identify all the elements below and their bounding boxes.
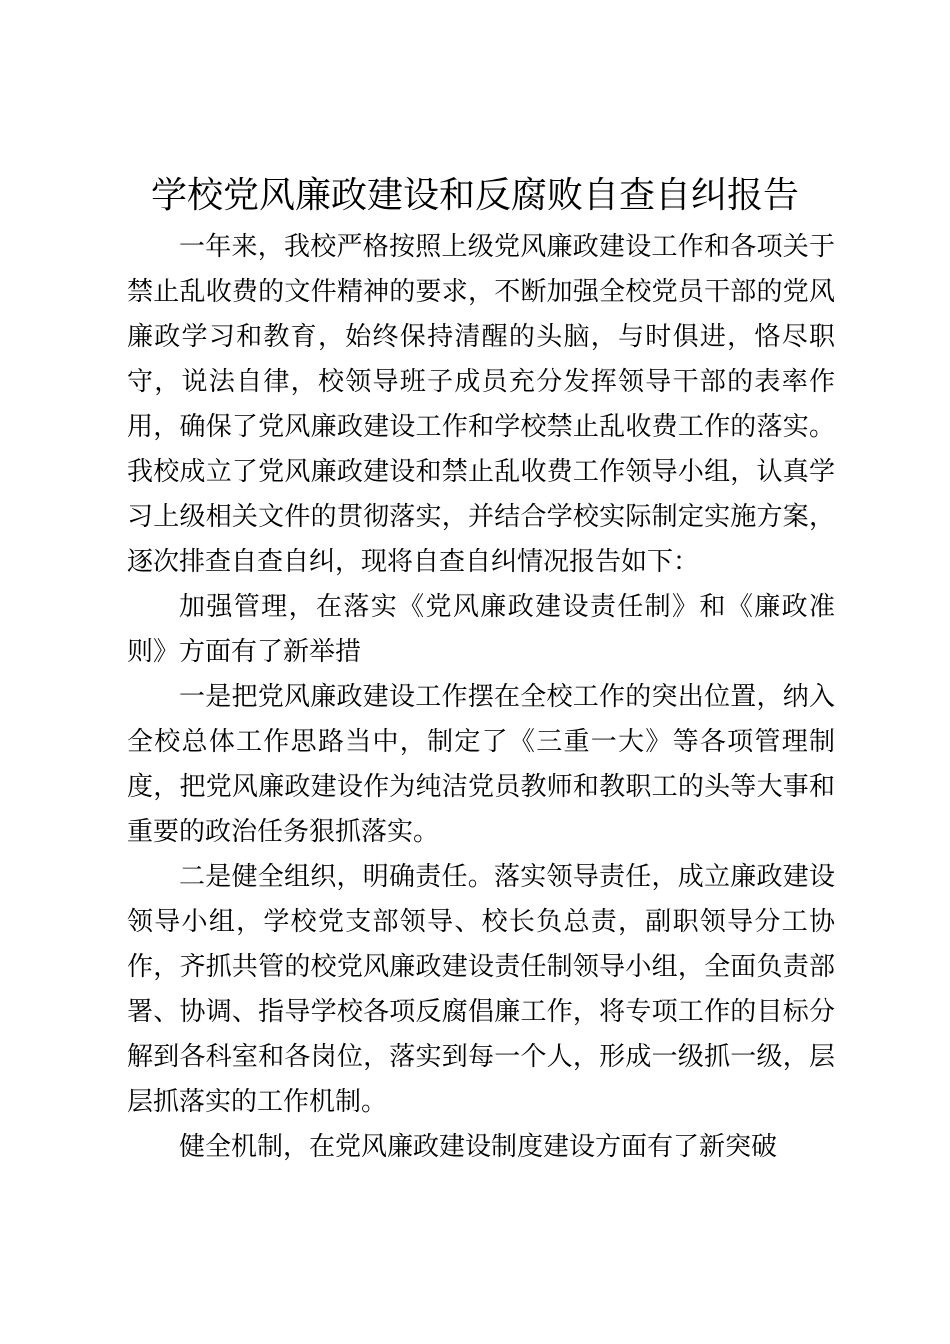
paragraph-heading-mechanism: 健全机制，在党风廉政建设制度建设方面有了新突破 xyxy=(179,1132,778,1162)
paragraph-point-two: 二是健全组织，明确责任。落实领导责任，成立廉政建设领导小组，学校党支部领导、校长负总责，副职领导分工协作，齐抓共管的校党风廉政建设责任制领导小组，全面负责部署、协调、指导学校各项反腐倡廉工作，将专项工作的目标分解到各科室和各岗位，落实到每一个人，形成一级抓一级，层层抓落实的工作机制。 xyxy=(127,862,835,1117)
paragraph-point-one: 一是把党风廉政建设工作摆在全校工作的突出位置，纳入全校总体工作思路当中，制定了《三重一大》等各项管理制度，把党风廉政建设作为纯洁党员教师和教职工的头等大事和重要的政治任务狠抓落实。 xyxy=(127,682,835,847)
paragraph-heading-management: 加强管理，在落实《党风廉政建设责任制》和《廉政准则》方面有了新举措 xyxy=(127,592,835,667)
paragraph-intro: 一年来，我校严格按照上级党风廉政建设工作和各项关于禁止乱收费的文件精神的要求，不断加强全校党员干部的党风廉政学习和教育，始终保持清醒的头脑，与时俱进，恪尽职守，说法自律，校领导班子成员充分发挥领导干部的表率作用，确保了党风廉政建设工作和学校禁止乱收费工作的落实。我校成立了党风廉政建设和禁止乱收费工作领导小组，认真学习上级相关文件的贯彻落实，并结合学校实际制定实施方案，逐次排查自查自纠，现将自查自纠情况报告如下： xyxy=(127,232,835,577)
document-title: 学校党风廉政建设和反腐败自查自纠报告 xyxy=(150,175,799,216)
document-body xyxy=(127,225,835,1170)
